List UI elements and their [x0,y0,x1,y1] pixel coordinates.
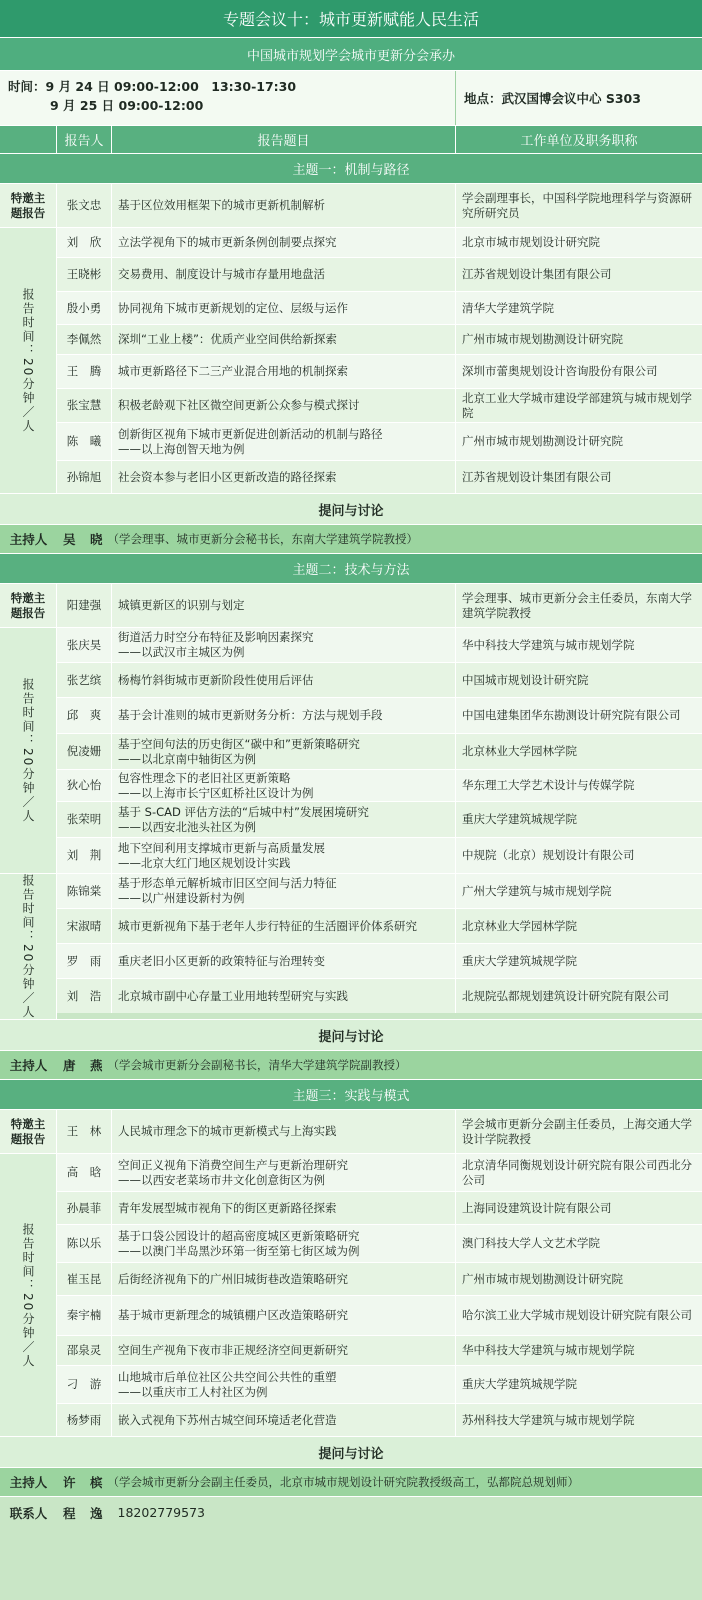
talk-row [57,423,702,461]
host-name: 吴 晓 [63,532,104,547]
time-per-talk-label [0,628,57,873]
talk-affiliation: 江苏省规划设计集团有限公司 [462,469,612,484]
session-theme: 主题二：技术与方法 [0,554,702,584]
time-line-1 [8,77,455,96]
table-header [0,126,702,154]
speaker-name: 张荣明 [57,802,112,837]
header-blank [0,126,57,153]
speaker-name: 陈锦棠 [57,874,112,908]
talk-topic: 协同视角下城市更新规划的定位、层级与运作 [112,292,456,324]
qa-discussion: 提问与讨论 [0,494,702,525]
talk-affiliation: 上海同设建筑设计院有限公司 [462,1200,612,1215]
talk-group [0,628,702,874]
talk-rows [57,1154,702,1436]
host-name: 唐 燕 [63,1058,104,1074]
speaker-name: 高 晗 [57,1154,112,1191]
talk-topic: 嵌入式视角下苏州古城空间环境适老化营造 [112,1404,456,1436]
talk-topic: 基于形态单元解析城市旧区空间与活力特征 ——以广州建设新村为例 [112,874,456,908]
talk-group [0,1154,702,1437]
host-description: （学会城市更新分会副主任委员，北京市城市规划设计研究院教授级高工，弘都院总规划师） [107,1475,580,1490]
talk-topic: 地下空间利用支撑城市更新与高质量发展 ——北京大红门地区规划设计实践 [112,838,456,873]
organizer-line: 中国城市规划学会城市更新分会承办 [0,38,702,71]
talk-row [57,325,702,355]
speaker-name: 狄心怡 [57,770,112,801]
time-per-talk-label [0,1154,57,1436]
host-row [0,1468,702,1497]
speaker-name: 罗 雨 [57,944,112,978]
talk-row [57,734,702,770]
talk-affiliation: 广州市城市规划勘测设计研究院 [462,332,623,346]
talk-affiliation: 中国城市规划设计研究院 [462,672,589,687]
keynote-speaker: 张文忠 [57,184,112,227]
host-row [0,1051,702,1080]
keynote-row [0,184,702,228]
speaker-name: 刘 欣 [57,228,112,257]
talk-topic: 交易费用、制度设计与城市存量用地盘活 [112,258,456,291]
host-label: 主持人 [9,532,48,547]
session-theme: 主题三：实践与模式 [0,1080,702,1110]
keynote-label: 特邀主题报告 [0,584,57,627]
talk-topic: 山地城市后单位社区公共空间公共性的重塑 ——以重庆市工人村社区为例 [112,1366,456,1403]
speaker-name: 刘 浩 [57,979,112,1013]
talk-row [57,909,702,944]
header-topic: 报告题目 [112,126,456,153]
talk-row [57,979,702,1013]
talk-topic: 社会资本参与老旧小区更新改造的路径探索 [112,461,456,493]
talk-row [57,1154,702,1192]
talk-topic: 城市更新视角下基于老年人步行特征的生活圈评价体系研究 [112,909,456,943]
keynote-row [0,1110,702,1154]
time-per-talk-text: 报告时间：20分钟／人 [21,287,35,434]
keynote-label: 特邀主题报告 [0,184,57,227]
talk-affiliation: 重庆大学建筑城规学院 [462,953,577,968]
talk-affiliation: 华东理工大学艺术设计与传媒学院 [462,778,635,792]
talk-rows [57,628,702,873]
speaker-name: 殷小勇 [57,292,112,324]
time-per-talk-label [0,228,57,493]
talk-group [0,874,702,1020]
speaker-name: 张宝慧 [57,389,112,422]
talk-row [57,389,702,423]
speaker-name: 孙晨菲 [57,1192,112,1224]
talk-affiliation: 北京林业大学园林学院 [462,744,577,758]
talk-row [57,1336,702,1366]
time-per-talk-text: 报告时间：20分钟／人 [21,677,35,824]
talk-topic: 基于城市更新理念的城镇棚户区改造策略研究 [112,1296,456,1335]
talk-row [57,258,702,292]
talk-affiliation: 中国电建集团华东勘测设计研究院有限公司 [462,708,681,722]
keynote-affiliation: 学会副理事长，中国科学院地理科学与资源研究所研究员 [462,190,692,220]
talk-affiliation: 重庆大学建筑城规学院 [462,1377,577,1392]
speaker-name: 张庆昊 [57,628,112,662]
talk-topic: 深圳“工业上楼”：优质产业空间供给新探索 [112,325,456,354]
speaker-name: 孙锦旭 [57,461,112,493]
talk-affiliation: 澳门科技大学人文艺术学院 [462,1236,600,1251]
talk-row [57,874,702,909]
keynote-topic: 人民城市理念下的城市更新模式与上海实践 [112,1110,456,1153]
time-per-talk-text: 报告时间：20分钟／人 [21,874,35,1020]
time-block [0,71,456,125]
talk-topic: 后街经济视角下的广州旧城街巷改造策略研究 [112,1263,456,1295]
talk-affiliation: 重庆大学建筑城规学院 [462,812,577,826]
talk-affiliation: 苏州科技大学建筑与城市规划学院 [462,1412,635,1427]
talk-row [57,628,702,663]
talk-affiliation: 广州市城市规划勘测设计研究院 [462,434,623,448]
talk-affiliation: 北规院弘都规划建筑设计研究院有限公司 [462,988,669,1003]
qa-discussion: 提问与讨论 [0,1437,702,1468]
talk-row [57,228,702,258]
talk-row [57,292,702,325]
page-title: 专题会议十：城市更新赋能人民生活 [0,0,702,38]
talk-row [57,355,702,389]
talk-affiliation: 北京林业大学园林学院 [462,918,577,933]
talk-group [0,228,702,494]
talk-topic: 基于会计准则的城市更新财务分析：方法与规划手段 [112,698,456,733]
talk-row [57,944,702,979]
talk-affiliation: 广州市城市规划勘测设计研究院 [462,1271,623,1286]
host-label: 主持人 [9,1058,48,1074]
talk-affiliation: 北京工业大学城市建设学部建筑与城市规划学院 [462,390,692,420]
speaker-name: 邱 爽 [57,698,112,733]
talk-row [57,1225,702,1263]
host-label: 主持人 [9,1475,48,1491]
keynote-topic: 城镇更新区的识别与划定 [112,584,456,627]
talk-topic: 北京城市副中心存量工业用地转型研究与实践 [112,979,456,1013]
talk-topic: 城市更新路径下二三产业混合用地的机制探索 [112,355,456,388]
contact-row [0,1497,702,1528]
talk-row [57,802,702,838]
host-row [0,525,702,554]
talk-topic: 基于空间句法的历史街区“碳中和”更新策略研究 ——以北京南中轴街区为例 [112,734,456,769]
qa-discussion: 提问与讨论 [0,1020,702,1051]
speaker-name: 刁 游 [57,1366,112,1403]
time-line-2: 9 月 25 日 09:00-12:00 [50,98,204,113]
keynote-speaker: 阳建强 [57,584,112,627]
keynote-affiliation: 学会城市更新分会副主任委员，上海交通大学设计学院教授 [462,1116,692,1146]
talk-topic: 基于口袋公园设计的超高密度城区更新策略研究 ——以澳门半岛黑沙环第一街至第七街区域为例 [112,1225,456,1262]
talk-row [57,1296,702,1336]
talk-topic: 积极老龄观下社区微空间更新公众参与模式探讨 [112,389,456,422]
keynote-affiliation: 学会理事、城市更新分会主任委员，东南大学建筑学院教授 [462,590,692,620]
talk-affiliation: 江苏省规划设计集团有限公司 [462,267,612,281]
talk-topic: 街道活力时空分布特征及影响因素探究 ——以武汉市主城区为例 [112,628,456,662]
talk-rows [57,228,702,493]
talk-row [57,770,702,802]
talk-row [57,461,702,493]
talk-row [57,1263,702,1296]
speaker-name: 倪凌姗 [57,734,112,769]
speaker-name: 张艺缤 [57,663,112,697]
speaker-name: 李佩然 [57,325,112,354]
schedule-info [0,71,702,126]
talk-row [57,1404,702,1436]
talk-affiliation: 哈尔滨工业大学城市规划设计研究院有限公司 [462,1308,692,1323]
speaker-name: 王晓彬 [57,258,112,291]
talk-affiliation: 华中科技大学建筑与城市规划学院 [462,637,635,652]
talk-topic: 空间生产视角下夜市非正规经济空间更新研究 [112,1336,456,1365]
host-description: （学会理事、城市更新分会秘书长，东南大学建筑学院教授） [107,532,419,546]
talk-row [57,663,702,698]
session-theme: 主题一：机制与路径 [0,154,702,184]
talk-affiliation: 北京清华同衡规划设计研究院有限公司西北分公司 [462,1157,692,1187]
talk-topic: 创新街区视角下城市更新促进创新活动的机制与路径 ——以上海创智天地为例 [112,423,456,460]
contact-label: 联系人 [9,1505,48,1521]
talk-topic: 重庆老旧小区更新的政策特征与治理转变 [112,944,456,978]
speaker-name: 王 腾 [57,355,112,388]
contact-name: 程 逸 [63,1505,104,1521]
speaker-name: 陈以乐 [57,1225,112,1262]
header-speaker: 报告人 [57,126,112,153]
keynote-row [0,584,702,628]
speaker-name: 陈 曦 [57,423,112,460]
talk-affiliation: 清华大学建筑学院 [462,300,554,315]
talk-row [57,1366,702,1404]
contact-phone: 18202779573 [117,1505,205,1521]
speaker-name: 崔玉昆 [57,1263,112,1295]
talk-affiliation: 广州大学建筑与城市规划学院 [462,883,612,898]
time-value-1: 9 月 24 日 09:00-12:00 13:30-17:30 [45,79,297,94]
talk-topic: 空间正义视角下消费空间生产与更新治理研究 ——以西安老菜场市井文化创意街区为例 [112,1154,456,1191]
speaker-name: 秦宇楠 [57,1296,112,1335]
talk-topic: 立法学视角下的城市更新条例创制要点探究 [112,228,456,257]
time-label: 时间： [8,79,46,94]
talk-row [57,838,702,873]
keynote-speaker: 王 林 [57,1110,112,1153]
time-per-talk-text: 报告时间：20分钟／人 [21,1222,35,1368]
location: 地点：武汉国博会议中心 S303 [464,91,641,106]
header-affiliation: 工作单位及职务职称 [520,134,638,149]
talk-rows [57,874,702,1019]
talk-topic: 杨梅竹斜街城市更新阶段性使用后评估 [112,663,456,697]
talk-topic: 包容性理念下的老旧社区更新策略 ——以上海市长宁区虹桥社区设计为例 [112,770,456,801]
talk-row [57,1192,702,1225]
speaker-name: 宋淑晴 [57,909,112,943]
talk-affiliation: 华中科技大学建筑与城市规划学院 [462,1343,635,1358]
time-per-talk-label [0,874,57,1019]
keynote-topic: 基于区位效用框架下的城市更新机制解析 [112,184,456,227]
host-description: （学会城市更新分会副秘书长，清华大学建筑学院副教授） [107,1058,407,1073]
talk-topic: 青年发展型城市视角下的街区更新路径探索 [112,1192,456,1224]
talk-row [57,698,702,734]
speaker-name: 邵泉灵 [57,1336,112,1365]
talk-affiliation: 深圳市蕾奥规划设计咨询股份有限公司 [462,364,658,378]
host-name: 许 槟 [63,1475,104,1491]
talk-affiliation: 北京市城市规划设计研究院 [462,235,600,249]
keynote-label: 特邀主题报告 [0,1110,57,1153]
talk-topic: 基于 S-CAD 评估方法的“后城中村”发展困境研究 ——以西安北池头社区为例 [112,802,456,837]
speaker-name: 杨梦雨 [57,1404,112,1436]
talk-affiliation: 中规院（北京）规划设计有限公司 [462,848,635,862]
speaker-name: 刘 荆 [57,838,112,873]
